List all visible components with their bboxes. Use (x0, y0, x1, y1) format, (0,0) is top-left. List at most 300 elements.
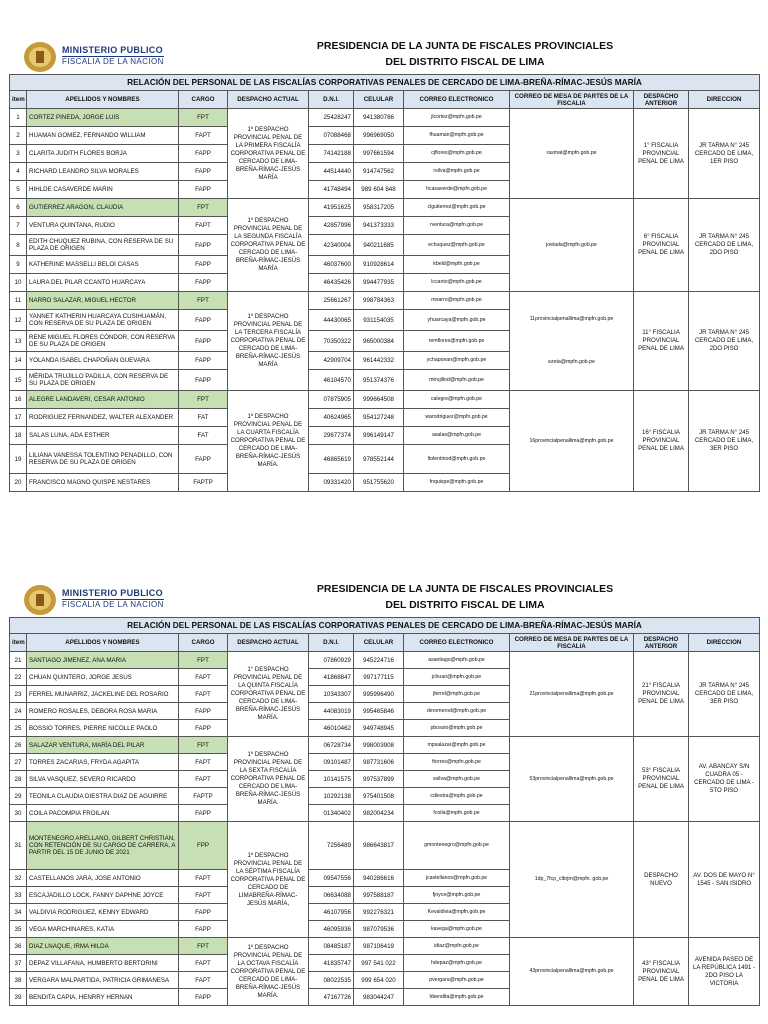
mesa-partes-email: 21provincialpenallima@mpfn.gob.pe (529, 690, 614, 697)
cell-name: GUTIERREZ ARAGON, CLAUDIA (27, 199, 179, 217)
cell-celular: 997661594 (354, 145, 404, 163)
cell-name: TORRES ZACARIAS, FRYDA AGAPITA (27, 754, 179, 771)
cell-direccion: JR TARMA N° 245 CERCADO DE LIMA, 2DO PISO (689, 199, 760, 292)
header-title-1: PRESIDENCIA DE LA JUNTA DE FISCALES PROVINCIALES (316, 40, 614, 52)
cell-cargo: FAPP (179, 445, 228, 474)
cell-correo: pbossio@mpfn.gob.pe (404, 720, 510, 737)
cell-item: 35 (10, 921, 27, 938)
cell-dni: 25428247 (309, 109, 354, 127)
cell-item: 5 (10, 181, 27, 199)
spacer (512, 323, 631, 359)
cell-correo: jlcortez@mpfn.gob.pe (404, 109, 510, 127)
cell-cargo: FAPP (179, 703, 228, 720)
cell-item: 36 (10, 938, 27, 955)
column-header-correo: CORREO ELECTRONICO (404, 634, 510, 652)
cell-name: RODRIGUEZ FERNANDEZ, WALTER ALEXANDER (27, 409, 179, 427)
cell-correo: mtrujillod@mpfn.gob.pe (404, 370, 510, 391)
cell-cargo: FAPT (179, 955, 228, 972)
personnel-table-2 (9, 617, 760, 1006)
cell-name: SALAZAR VENTURA, MARÍA DEL PILAR (27, 737, 179, 754)
cell-dni: 09101487 (309, 754, 354, 771)
cell-celular: 996149147 (354, 427, 404, 445)
cell-correo: hdepaz@mpfn.gob.pe (404, 955, 510, 972)
table-row (10, 652, 760, 669)
cell-correo: jchuan@mpfn.gob.pe (404, 669, 510, 686)
cell-celular: 997588187 (354, 887, 404, 904)
cell-dni: 08022535 (309, 972, 354, 989)
cell-celular: 941373333 (354, 217, 404, 235)
cell-despacho-actual: 1º DESPACHO PROVINCIAL PENAL DE LA SEXTA FISCALÍA CORPORATIVA PENAL DE CERCADO DE LIMA-BREÑA-RÍMAC-JESÚS MARÍA. (228, 737, 309, 822)
cell-dni: 07860929 (309, 652, 354, 669)
seal-icon (22, 40, 58, 74)
cell-mesa-partes (510, 109, 634, 199)
cell-mesa-partes (510, 199, 634, 292)
header-title-1: PRESIDENCIA DE LA JUNTA DE FISCALES PROVINCIALES (316, 583, 614, 595)
cell-celular: 997177115 (354, 669, 404, 686)
table-row (10, 391, 760, 409)
cell-dni: 74142188 (309, 145, 354, 163)
cell-cargo: FAPT (179, 127, 228, 145)
cell-dni: 46010462 (309, 720, 354, 737)
cell-item: 17 (10, 409, 27, 427)
cell-correo: clgutierrez@mpfn.gob.pe (404, 199, 510, 217)
personnel-table-1 (9, 74, 760, 492)
table-header-row (10, 91, 760, 109)
cell-direccion: JR TARMA N° 245 CERCADO DE LIMA, 3ER PISO (689, 652, 760, 737)
cell-cargo: FAPP (179, 921, 228, 938)
cell-item: 26 (10, 737, 27, 754)
cell-correo: fjoyce@mpfn.gob.pe (404, 887, 510, 904)
cell-name: CASTELLANOS JARA, JOSE ANTONIO (27, 870, 179, 887)
cell-name: EDITH CHUQUEZ RUBINA, CON RESERVA DE SU PLAZA DE ORIGEN (27, 235, 179, 256)
cell-despacho-anterior: DESPACHO NUEVO (634, 822, 689, 938)
cell-celular: 978552144 (354, 445, 404, 474)
cell-item: 19 (10, 445, 27, 474)
cell-dni: 06728734 (309, 737, 354, 754)
cell-dni: 41951625 (309, 199, 354, 217)
cell-celular: 992276321 (354, 904, 404, 921)
cell-correo: hcasaverde@mpfn.gob.pe (404, 181, 510, 199)
cell-dni: 09547556 (309, 870, 354, 887)
cell-direccion: JR TARMA N° 245 CERCADO DE LIMA, 3ER PISO (689, 391, 760, 492)
cell-dni: 40624965 (309, 409, 354, 427)
cell-direccion: JR TARMA N° 245 CERCADO DE LIMA, 2DO PISO (689, 292, 760, 391)
cell-correo: mpsalazar@mpfn.gob.pe (404, 737, 510, 754)
cell-name: BENDITA CAPIA, HENRRY HERNAN (27, 989, 179, 1006)
cell-dni: 09331420 (309, 474, 354, 492)
cell-cargo: FAPP (179, 274, 228, 292)
cell-celular: 965000384 (354, 331, 404, 352)
cell-cargo: FAPT (179, 972, 228, 989)
cell-item: 28 (10, 771, 27, 788)
cell-name: ESCAJADILLO LOCK, FANNY DAPHNE JOYCE (27, 887, 179, 904)
cell-cargo: FAPTP (179, 788, 228, 805)
cell-cargo: FAPP (179, 370, 228, 391)
cell-cargo: FPT (179, 938, 228, 955)
cell-name: DIAZ LNAQUE, IRMA HILDA (27, 938, 179, 955)
cell-cargo: FPT (179, 737, 228, 754)
table-header-row (10, 634, 760, 652)
cell-celular: 997537899 (354, 771, 404, 788)
column-header-direccion: DIRECCION (689, 91, 760, 109)
cell-name: LILIANA VANESSA TOLENTINO PENADILLO, CON RESERVA DE SU PLAZA DE ORIGEN (27, 445, 179, 474)
column-header-despacho: DESPACHO ACTUAL (228, 91, 309, 109)
cell-celular: 910928614 (354, 256, 404, 274)
cell-correo: cjflores@mpfn.gob.pe (404, 145, 510, 163)
cell-mesa-partes (510, 822, 634, 938)
cell-dni: 29677374 (309, 427, 354, 445)
cell-name: CORTEZ PINEDA, JORGE LUIS (27, 109, 179, 127)
header-title-2: DEL DISTRITO FISCAL DE LIMA (385, 599, 545, 611)
cell-item: 20 (10, 474, 27, 492)
cell-celular: 961442332 (354, 352, 404, 370)
cell-item: 34 (10, 904, 27, 921)
cell-correo: fcoila@mpfn.gob.pe (404, 805, 510, 822)
mesa-partes-email: rasmat@mpfn.gob.pe (546, 150, 597, 156)
cell-correo: echuquez@mpfn.gob.pe (404, 235, 510, 256)
cell-celular: 951755620 (354, 474, 404, 492)
logo-line-1: MINISTERIO PUBLICO (62, 45, 163, 55)
cell-item: 3 (10, 145, 27, 163)
cell-correo: idiaz@mpfn.gob.pe (404, 938, 510, 955)
cell-cargo: FPT (179, 292, 228, 310)
cell-correo: deromerod@mpfn.gob.pe (404, 703, 510, 720)
cell-name: VENTURA QUINTANA, RUDIO (27, 217, 179, 235)
cell-correo: rsilva@mpfn.gob.pe (404, 163, 510, 181)
cell-dni: 44514440 (309, 163, 354, 181)
cell-celular: 958317205 (354, 199, 404, 217)
cell-celular: 949748945 (354, 720, 404, 737)
cell-cargo: FAPP (179, 352, 228, 370)
cell-name: NARRO SALAZAR, MIGUEL HECTOR (27, 292, 179, 310)
cell-despacho-anterior: 43° FISCALIA PROVINCIAL PENAL DE LIMA (634, 938, 689, 1006)
cell-despacho-actual: 1° DESPACHO PROVINCIAL PENAL DE LA QUINTA FISCALÍA CORPORATIVA PENAL DE CERCADO DE LIMA-BREÑA-RÍMAC-JESÚS MARÍA. (228, 652, 309, 737)
cell-dni: 10343307 (309, 686, 354, 703)
cell-celular: 914747562 (354, 163, 404, 181)
table-title: RELACIÓN DEL PERSONAL DE LAS FISCALÍAS CORPORATIVAS PENALES DE CERCADO DE LIMA-BREÑA-RÍMAC-JESÚS MARÍA (10, 618, 760, 634)
cell-direccion: AVENIDA PASEO DE LA REPÚBLICA 1491 - 2DO PISO LA VICTORIA (689, 938, 760, 1006)
cell-dni: 07088468 (309, 127, 354, 145)
column-header-item: item (10, 634, 27, 652)
cell-correo: ltolentinod@mpfn.gob.pe (404, 445, 510, 474)
cell-item: 2 (10, 127, 27, 145)
cell-item: 9 (10, 256, 27, 274)
cell-item: 12 (10, 310, 27, 331)
logo-line-1: MINISTERIO PUBLICO (62, 588, 163, 598)
cell-item: 23 (10, 686, 27, 703)
cell-celular: 931154035 (354, 310, 404, 331)
cell-correo: asantiago@mpfn.gob.pe (404, 652, 510, 669)
cell-despacho-anterior: 53° FISCALIA PROVINCIAL PENAL DE LIMA (634, 737, 689, 822)
cell-despacho-anterior: 1° FISCALIA PROVINCIAL PENAL DE LIMA (634, 109, 689, 199)
cell-name: HUAMAN GOMEZ, FERNANDO WILLIAM (27, 127, 179, 145)
table-row (10, 109, 760, 127)
cell-dni: 46865619 (309, 445, 354, 474)
column-header-direccion: DIRECCION (689, 634, 760, 652)
column-header-dni: D.N.I. (309, 91, 354, 109)
cell-cargo: FAPP (179, 145, 228, 163)
cell-dni: 42909704 (309, 352, 354, 370)
cell-dni: 46095936 (309, 921, 354, 938)
table-row (10, 822, 760, 870)
cell-name: CLARITA JUDITH FLORES BORJA (27, 145, 179, 163)
mesa-partes-email: 53provincialpenallima@mpfn.gob.pe (529, 775, 614, 782)
cell-correo: mnarro@mpfn.gob.pe (404, 292, 510, 310)
cell-name: SALAS LUNA, ADA ESTHER (27, 427, 179, 445)
cell-dni: 46104570 (309, 370, 354, 391)
cell-dni: 46107956 (309, 904, 354, 921)
cell-despacho-anterior: 16° FISCALIA PROVINCIAL PENAL DE LIMA (634, 391, 689, 492)
column-header-anterior: DESPACHO ANTERIOR (634, 634, 689, 652)
cell-cargo: FAPP (179, 235, 228, 256)
table-row (10, 292, 760, 310)
cell-item: 15 (10, 370, 27, 391)
cell-dni: 46037600 (309, 256, 354, 274)
column-header-cargo: CARGO (179, 91, 228, 109)
cell-dni: 41748494 (309, 181, 354, 199)
column-header-name: APELLIDOS Y NOMBRES (27, 91, 179, 109)
ministerio-publico-logo (22, 583, 172, 617)
cell-cargo: FAPP (179, 310, 228, 331)
cell-celular: 995996490 (354, 686, 404, 703)
cell-item: 29 (10, 788, 27, 805)
cell-dni: 01340402 (309, 805, 354, 822)
cell-celular: 989 604 848 (354, 181, 404, 199)
cell-celular: 986643817 (354, 822, 404, 870)
cell-correo: calegre@mpfn.gob.pe (404, 391, 510, 409)
cell-cargo: FAPP (179, 181, 228, 199)
column-header-dni: D.N.I. (309, 634, 354, 652)
cell-correo: remflores@mpfn.gob.pe (404, 331, 510, 352)
cell-cargo: FAPP (179, 256, 228, 274)
cell-dni: 25661267 (309, 292, 354, 310)
cell-cargo: FPT (179, 652, 228, 669)
cell-celular: 996969050 (354, 127, 404, 145)
cell-celular: 975401508 (354, 788, 404, 805)
cell-dni: 44430065 (309, 310, 354, 331)
cell-item: 31 (10, 822, 27, 870)
cell-dni: 07875905 (309, 391, 354, 409)
cell-name: KATHERINE MASSELLI BELOI CASAS (27, 256, 179, 274)
column-header-celular: CELULAR (354, 634, 404, 652)
column-header-celular: CELULAR (354, 91, 404, 109)
cell-item: 27 (10, 754, 27, 771)
cell-despacho-actual: 1º DESPACHO PROVINCIAL PENAL DE LA PRIMERA FISCALÍA CORPORATIVA PENAL DE CERCADO DE LIMA-BREÑA-RÍMAC-JESÚS MARÍA (228, 109, 309, 199)
cell-despacho-anterior: 21° FISCALIA PROVINCIAL PENAL DE LIMA (634, 652, 689, 737)
cell-cargo: FAPT (179, 217, 228, 235)
cell-item: 18 (10, 427, 27, 445)
cell-celular: 941380786 (354, 109, 404, 127)
cell-correo: cdiestra@mpfn.gob.pe (404, 788, 510, 805)
mesa-partes-email: 16provincialpenallima@mpfn.gob.pe (529, 437, 614, 444)
cell-dni: 70350322 (309, 331, 354, 352)
cell-item: 13 (10, 331, 27, 352)
cell-direccion: AV. DOS DE MAYO N° 1545 - SAN ISIDRO (689, 822, 760, 938)
cell-cargo: FAPT (179, 669, 228, 686)
cell-item: 6 (10, 199, 27, 217)
table-title-row (10, 75, 760, 91)
cell-dni: 06634088 (309, 887, 354, 904)
cell-correo: warodriguez@mpfn.gob.pe (404, 409, 510, 427)
cell-cargo: FAPT (179, 686, 228, 703)
cell-celular: 998784363 (354, 292, 404, 310)
cell-celular: 982004234 (354, 805, 404, 822)
cell-celular: 940211685 (354, 235, 404, 256)
cell-celular: 997 541 022 (354, 955, 404, 972)
logo-line-2: FISCALIA DE LA NACION (62, 57, 164, 66)
cell-cargo: FAPP (179, 331, 228, 352)
cell-cargo: FAPT (179, 887, 228, 904)
cell-name: VEGA MARCHINARES, KATIA (27, 921, 179, 938)
header-title-2: DEL DISTRITO FISCAL DE LIMA (385, 56, 545, 68)
cell-cargo: FAPP (179, 720, 228, 737)
mesa-partes-email: 43provincialpenallima@mpfn.gob.pe (529, 968, 614, 974)
cell-dni: 10141575 (309, 771, 354, 788)
cell-name: DEPAZ VILLAFANA, HUMBERTO BERTORINI (27, 955, 179, 972)
cell-mesa-partes (510, 652, 634, 737)
cell-correo: kavega@mpfn.gob.pe (404, 921, 510, 938)
cell-cargo: FAPT (179, 754, 228, 771)
cell-name: MÉRIDA TRUJILLO PADILLA, CON RESERVA DE SU PLAZA DE ORIGEN (27, 370, 179, 391)
cell-mesa-partes (510, 391, 634, 492)
cell-name: COILA PACOMPIA FROILAN (27, 805, 179, 822)
cell-cargo: FAT (179, 409, 228, 427)
table-row (10, 938, 760, 955)
cell-cargo: FAPP (179, 904, 228, 921)
cell-cargo: FPP (179, 822, 228, 870)
cell-item: 4 (10, 163, 27, 181)
cell-celular: 987079536 (354, 921, 404, 938)
cell-cargo: FAPP (179, 163, 228, 181)
cell-name: VERGARA MALPARTIDA, PATRICIA GRIMANESA (27, 972, 179, 989)
cell-celular: 999 654 020 (354, 972, 404, 989)
logo-line-2: FISCALIA DE LA NACION (62, 600, 164, 609)
cell-item: 39 (10, 989, 27, 1006)
cell-name: TEONILA CLAUDIA DIESTRA DIAZ DE AGUIRRE (27, 788, 179, 805)
cell-dni: 42857996 (309, 217, 354, 235)
cell-correo: gmontenegro@mpfn.gob.pe (404, 822, 510, 870)
cell-celular: 954127248 (354, 409, 404, 427)
cell-cargo: FAPT (179, 870, 228, 887)
cell-item: 33 (10, 887, 27, 904)
cell-item: 7 (10, 217, 27, 235)
column-header-name: APELLIDOS Y NOMBRES (27, 634, 179, 652)
cell-direccion: JR TARMA N° 245 CERCADO DE LIMA, 1ER PISO (689, 109, 760, 199)
cell-celular: 945224716 (354, 652, 404, 669)
cell-correo: Kevaldivia@mpfn.gob.pe (404, 904, 510, 921)
column-header-item: item (10, 91, 27, 109)
seal-icon (22, 583, 58, 617)
cell-name: RICHARD LEANDRO SILVA MORALES (27, 163, 179, 181)
column-header-anterior: DESPACHO ANTERIOR (634, 91, 689, 109)
cell-item: 21 (10, 652, 27, 669)
cell-celular: 995465846 (354, 703, 404, 720)
cell-item: 38 (10, 972, 27, 989)
cell-name: RENE MIGUEL FLORES CÓNDOR, CON RESERVA DE SU PLAZA DE ORIGEN (27, 331, 179, 352)
cell-name: YOLANDA ISABEL CHAPOÑAN GUEVARA (27, 352, 179, 370)
column-header-mesa: CORREO DE MESA DE PARTES DE LA FISCALIA (510, 91, 634, 109)
cell-correo: ychaponan@mpfn.gob.pe (404, 352, 510, 370)
cell-celular: 983044247 (354, 989, 404, 1006)
cell-despacho-actual: 1º DESPACHO PROVINCIAL PENAL DE LA SÉPTIMA FISCALÍA CORPORATIVA PENAL DE CERCADO DE LIMABREÑA-RÍMAC-JESÚS MARÍA, (228, 822, 309, 938)
table-title: RELACIÓN DEL PERSONAL DE LAS FISCALÍAS CORPORATIVAS PENALES DE CERCADO DE LIMA-BREÑA-RÍMAC-JESÚS MARÍA (10, 75, 760, 91)
cell-correo: fhuaman@mpfn.gob.pe (404, 127, 510, 145)
cell-name: SILVA VASQUEZ, SEVERO RICARDO (27, 771, 179, 788)
cell-item: 8 (10, 235, 27, 256)
cell-name: CHUAN QUINTERO, JORGE JESUS (27, 669, 179, 686)
table-row (10, 737, 760, 754)
cell-celular: 987106419 (354, 938, 404, 955)
cell-correo: jferrel@mpfn.gob.pe (404, 686, 510, 703)
cell-mesa-partes (510, 292, 634, 391)
ministerio-publico-logo (22, 40, 172, 74)
cell-name: VALDIVIA RODRIGUEZ, KENNY EDWARD (27, 904, 179, 921)
cell-name: ROMERO ROSALES, DEBORA ROSA MARIA (27, 703, 179, 720)
mesa-partes-email-2: ezeta@mpfn.gob.pe (548, 359, 595, 365)
cell-correo: ftorres@mpfn.gob.pe (404, 754, 510, 771)
mesa-partes-email: 1dp_7fcp_clbrjm@mpfn. gob.pe (534, 876, 609, 882)
cell-name: SANTIAGO JIMENEZ, ANA MARIA (27, 652, 179, 669)
mesa-partes-email: 11provincialpenallima@mpfn.gob.pe (529, 316, 614, 322)
column-header-despacho: DESPACHO ACTUAL (228, 634, 309, 652)
cell-despacho-anterior: 11° FISCALIA PROVINCIAL PENAL DE LIMA (634, 292, 689, 391)
cell-cargo: FAPP (179, 989, 228, 1006)
cell-direccion: AV. ABANCAY S/N CUADRA 05 - CERCADO DE LIMA - 5TO PISO (689, 737, 760, 822)
cell-despacho-actual: 1º DESPACHO PROVINCIAL PENAL DE LA CUARTA FISCALÍA CORPORATIVA PENAL DE CERCADO DE LIMA-BREÑA-RÍMAC-JESÚS MARÍA. (228, 391, 309, 492)
cell-item: 11 (10, 292, 27, 310)
cell-name: FERREL MUNARRIZ, JACKELINE DEL ROSARIO (27, 686, 179, 703)
cell-name: HIHLDE CASAVERDE MARIN (27, 181, 179, 199)
mesa-partes-email: joelada@mpfn.gob.pe (546, 241, 597, 248)
cell-correo: pvergara@mpfn.gob.pe (404, 972, 510, 989)
column-header-mesa: CORREO DE MESA DE PARTES DE LA FISCALIA (510, 634, 634, 652)
cell-mesa-partes (510, 938, 634, 1006)
cell-name: MONTENEGRO ARELLANO, GILBERT CHRISTIAN, CON RETENCIÓN DE SU CARGO DE CARRERA, A PARTIR DEL 15 DE JUNIO DE 2021 (27, 822, 179, 870)
cell-correo: ssilva@mpfn.gob.pe (404, 771, 510, 788)
cell-item: 10 (10, 274, 27, 292)
cell-item: 1 (10, 109, 27, 127)
cell-name: LAURA DEL PILAR CCANTO HUARCAYA (27, 274, 179, 292)
cell-dni: 46435426 (309, 274, 354, 292)
cell-cargo: FPT (179, 391, 228, 409)
cell-dni: 41835747 (309, 955, 354, 972)
cell-dni: 7256489 (309, 822, 354, 870)
cell-cargo: FAT (179, 427, 228, 445)
cell-item: 37 (10, 955, 27, 972)
cell-celular: 994477935 (354, 274, 404, 292)
cell-correo: kbeld@mpfn.gob.pe (404, 256, 510, 274)
cell-dni: 41868847 (309, 669, 354, 686)
cell-dni: 42340004 (309, 235, 354, 256)
cell-cargo: FPT (179, 199, 228, 217)
cell-item: 32 (10, 870, 27, 887)
cell-correo: asalas@mpfn.gob.pe (404, 427, 510, 445)
cell-item: 16 (10, 391, 27, 409)
cell-correo: rventura@mpfn.gob.pe (404, 217, 510, 235)
cell-celular: 951374376 (354, 370, 404, 391)
cell-item: 24 (10, 703, 27, 720)
cell-celular: 999664508 (354, 391, 404, 409)
cell-celular: 998003908 (354, 737, 404, 754)
cell-correo: jcastellanos@mpfn.gob.pe (404, 870, 510, 887)
cell-cargo: FAPTP (179, 474, 228, 492)
cell-name: YANNET KATHERIN HUARCAYA CUSIHUAMÁN, CON RESERVA DE SU PLAZA DE ORIGEN (27, 310, 179, 331)
cell-correo: fnquispe@mpfn.gob.pe (404, 474, 510, 492)
cell-dni: 47167726 (309, 989, 354, 1006)
column-header-correo: CORREO ELECTRONICO (404, 91, 510, 109)
cell-dni: 10292138 (309, 788, 354, 805)
cell-despacho-actual: 1º DESPACHO PROVINCIAL PENAL DE LA TERCERA FISCALÍA CORPORATIVA PENAL DE CERCADO DE LIMA-BREÑA-RÍMAC-JESÚS MARÍA (228, 292, 309, 391)
